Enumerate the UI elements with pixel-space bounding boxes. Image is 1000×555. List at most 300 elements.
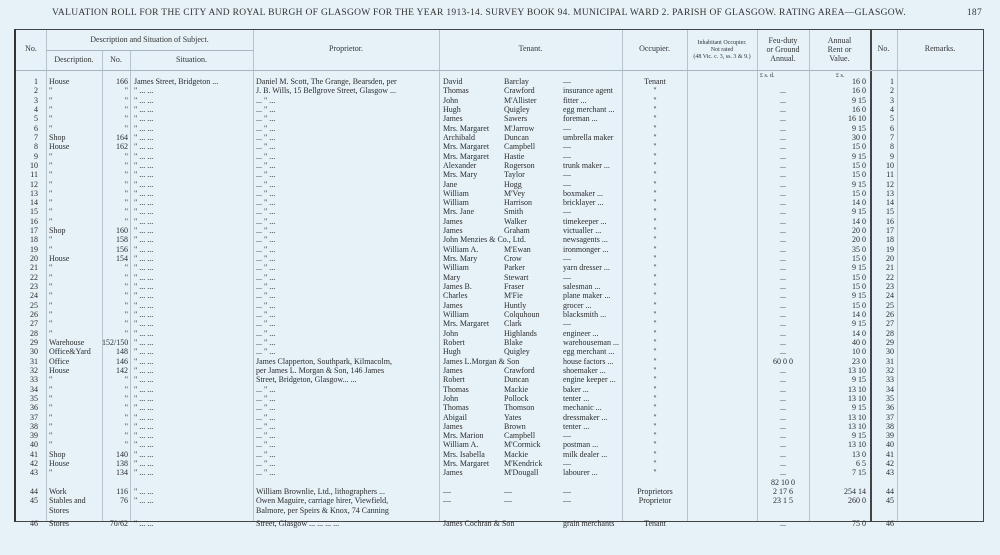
cell-rent: 13 10 bbox=[848, 365, 866, 375]
cell-no: 45 bbox=[30, 496, 38, 506]
cell-tlast: Duncan bbox=[504, 132, 529, 142]
cell-tlast: Hogg bbox=[504, 179, 522, 189]
cell-prop: ... " ... bbox=[256, 337, 276, 347]
cell-num: 158 bbox=[116, 235, 128, 245]
cell-desc: Shop bbox=[49, 226, 66, 236]
cell-occupier: " bbox=[653, 188, 657, 198]
cell-tlast: Crawford bbox=[504, 365, 535, 375]
cell-prop: ... " ... bbox=[256, 263, 276, 273]
table-row bbox=[16, 96, 983, 105]
table-row bbox=[16, 152, 983, 161]
cell-no: 9 bbox=[34, 151, 38, 161]
cell-rent: 9 15 bbox=[852, 319, 866, 329]
cell-rent: 16 0 bbox=[852, 86, 866, 96]
cell-feu: ... bbox=[780, 151, 786, 161]
cell-num: " bbox=[124, 310, 128, 319]
cell-tfirst: Jane bbox=[443, 179, 458, 189]
cell-feu: ... bbox=[780, 347, 786, 357]
cell-rent: 14 0 bbox=[852, 198, 866, 208]
cell-desc: " bbox=[49, 328, 53, 338]
cell-sit: " ... ... bbox=[134, 170, 154, 180]
cell-no2: 45 bbox=[886, 496, 894, 506]
cell-tfirst: Thomas bbox=[443, 403, 469, 413]
cell-prop: ... " ... bbox=[256, 328, 276, 338]
cell-feu: ... bbox=[780, 123, 786, 133]
cell-desc: " bbox=[49, 170, 53, 180]
cell-num: 154 bbox=[116, 254, 128, 264]
table-row bbox=[16, 506, 983, 515]
cell-prop: ... " ... bbox=[256, 421, 276, 431]
cell-sit: " ... ... bbox=[134, 496, 154, 506]
cell-no: 32 bbox=[30, 365, 38, 375]
annual-units: £ s. bbox=[836, 73, 845, 79]
cell-tfirst: Hugh bbox=[443, 104, 461, 114]
cell-no2: 31 bbox=[886, 356, 894, 366]
cell-tfirst: Mrs. Marion bbox=[443, 431, 484, 441]
cell-no2: 15 bbox=[886, 207, 894, 217]
cell-prop: ... " ... bbox=[256, 244, 276, 254]
cell-no2: 4 bbox=[890, 104, 894, 114]
cell-no: 20 bbox=[30, 254, 38, 264]
cell-prop: ... " ... bbox=[256, 384, 276, 394]
cell-num: " bbox=[124, 216, 128, 226]
cell-desc: " bbox=[49, 263, 53, 273]
cell-rent: 20 0 bbox=[852, 235, 866, 245]
table-row bbox=[16, 142, 983, 151]
cell-prop: ... " ... bbox=[256, 310, 276, 319]
cell-sit: " ... ... bbox=[134, 468, 154, 478]
cell-occ: fitter ... bbox=[563, 95, 587, 105]
cell-no2: 17 bbox=[886, 226, 894, 236]
cell-no: 41 bbox=[30, 449, 38, 459]
cell-tlast: M'Dougall bbox=[504, 468, 539, 478]
cell-desc: " bbox=[49, 375, 53, 385]
cell-tlast: Campbell bbox=[504, 431, 536, 441]
cell-rent: 9 15 bbox=[852, 431, 866, 441]
cell-occ: — bbox=[563, 142, 571, 152]
cell-num: 146 bbox=[116, 356, 128, 366]
header-feu-duty bbox=[757, 36, 809, 63]
cell-desc: " bbox=[49, 310, 53, 319]
cell-tlast: M'Allister bbox=[504, 95, 537, 105]
cell-occ: newsagents ... bbox=[563, 235, 608, 245]
cell-no: 25 bbox=[30, 300, 38, 310]
cell-rent: 15 0 bbox=[852, 272, 866, 282]
cell-occupier: " bbox=[653, 328, 657, 338]
cell-no2: 16 bbox=[886, 216, 894, 226]
cell-sit: " ... ... bbox=[134, 384, 154, 394]
cell-rent: 254 14 bbox=[844, 487, 866, 497]
cell-rent: 9 15 bbox=[852, 151, 866, 161]
cell-no2: 35 bbox=[886, 393, 894, 403]
cell-sit: " ... ... bbox=[134, 319, 154, 329]
cell-prop: ... " ... bbox=[256, 142, 276, 152]
cell-num: 140 bbox=[116, 449, 128, 459]
cell-no: 22 bbox=[30, 272, 38, 282]
cell-num: " bbox=[124, 328, 128, 338]
cell-desc: House bbox=[49, 77, 70, 86]
cell-tlast: M'Vey bbox=[504, 188, 525, 198]
cell-occupier: " bbox=[653, 468, 657, 478]
cell-tfirst: David bbox=[443, 77, 463, 86]
cell-num: 166 bbox=[116, 77, 128, 86]
cell-no: 19 bbox=[30, 244, 38, 254]
cell-sit: " ... ... bbox=[134, 487, 154, 497]
cell-rent: 13 10 bbox=[848, 384, 866, 394]
cell-num: 142 bbox=[116, 365, 128, 375]
table-row bbox=[16, 291, 983, 300]
cell-occupier: " bbox=[653, 104, 657, 114]
cell-occupier: " bbox=[653, 449, 657, 459]
table-row bbox=[16, 329, 983, 338]
header-annual-rent bbox=[809, 36, 870, 63]
cell-tlast: Crow bbox=[504, 254, 522, 264]
cell-feu: ... bbox=[780, 519, 786, 529]
table-row bbox=[16, 394, 983, 403]
cell-sit: " ... ... bbox=[134, 375, 154, 385]
cell-occ: dressmaker ... bbox=[563, 412, 608, 422]
cell-desc: " bbox=[49, 393, 53, 403]
cell-prop: ... " ... bbox=[256, 123, 276, 133]
cell-tfirst: Mrs. Margaret bbox=[443, 151, 490, 161]
cell-tlast: Clark bbox=[504, 319, 522, 329]
cell-occ: — bbox=[563, 170, 571, 180]
cell-prop: ... " ... bbox=[256, 393, 276, 403]
cell-desc: House bbox=[49, 142, 70, 152]
cell-no: 5 bbox=[34, 114, 38, 124]
header-no: No. bbox=[25, 44, 37, 53]
cell-no2: 5 bbox=[890, 114, 894, 124]
cell-prop: ... " ... bbox=[256, 431, 276, 441]
cell-rent: 260 0 bbox=[848, 496, 866, 506]
cell-no2: 12 bbox=[886, 179, 894, 189]
cell-desc: Shop bbox=[49, 449, 66, 459]
cell-sit: " ... ... bbox=[134, 216, 154, 226]
cell-no: 11 bbox=[30, 170, 38, 180]
cell-feu: ... bbox=[780, 244, 786, 254]
cell-tfirst: Mrs. Isabella bbox=[443, 449, 485, 459]
cell-tlast: Crawford bbox=[504, 86, 535, 96]
cell-desc: House bbox=[49, 365, 70, 375]
cell-num: " bbox=[124, 207, 128, 217]
cell-occ: postman ... bbox=[563, 440, 599, 450]
cell-no2: 37 bbox=[886, 412, 894, 422]
cell-num: 148 bbox=[116, 347, 128, 357]
table-row bbox=[16, 422, 983, 431]
cell-occupier: " bbox=[653, 132, 657, 142]
cell-rent: 9 15 bbox=[852, 403, 866, 413]
header-bottom-rule bbox=[16, 70, 983, 71]
cell-tfirst: James bbox=[443, 300, 463, 310]
cell-desc: Office bbox=[49, 356, 70, 366]
cell-num: " bbox=[124, 384, 128, 394]
cell-rent: 35 0 bbox=[852, 244, 866, 254]
cell-sit: " ... ... bbox=[134, 188, 154, 198]
table-row bbox=[16, 226, 983, 235]
cell-no2: 11 bbox=[886, 170, 894, 180]
table-row bbox=[16, 357, 983, 366]
cell-occupier: Proprietor bbox=[638, 496, 672, 506]
cell-occ: — bbox=[563, 431, 571, 441]
cell-desc: House bbox=[49, 254, 70, 264]
header-remarks: Remarks. bbox=[924, 44, 956, 53]
cell-desc: " bbox=[49, 291, 53, 301]
cell-prop: per James L. Morgan & Son, 146 James bbox=[256, 365, 385, 375]
cell-no: 4 bbox=[34, 104, 38, 114]
cell-prop: ... " ... bbox=[256, 198, 276, 208]
cell-tfirst: Hugh bbox=[443, 347, 461, 357]
cell-occupier: Tenant bbox=[644, 77, 666, 86]
cell-feu: ... bbox=[780, 160, 786, 170]
cell-no2: 27 bbox=[886, 319, 894, 329]
cell-sit: " ... ... bbox=[134, 114, 154, 124]
header-no-right: No. bbox=[877, 44, 890, 53]
table-row bbox=[16, 124, 983, 133]
cell-no2: 7 bbox=[890, 132, 894, 142]
cell-tfirst: James bbox=[443, 421, 463, 431]
cell-desc: " bbox=[49, 440, 53, 450]
cell-occupier: " bbox=[653, 440, 657, 450]
cell-no: 27 bbox=[30, 319, 38, 329]
cell-occupier: " bbox=[653, 421, 657, 431]
table-row bbox=[16, 519, 983, 528]
table-row bbox=[16, 282, 983, 291]
cell-no: 28 bbox=[30, 328, 38, 338]
cell-desc: " bbox=[49, 272, 53, 282]
cell-no: 38 bbox=[30, 421, 38, 431]
cell-feu: 2 17 6 bbox=[773, 487, 793, 497]
cell-occupier: " bbox=[653, 300, 657, 310]
cell-prop: William Brownlie, Ltd., lithographers ... bbox=[256, 487, 385, 497]
table-row bbox=[16, 254, 983, 263]
cell-rent: 16 0 bbox=[852, 77, 866, 86]
cell-occupier: " bbox=[653, 151, 657, 161]
cell-rent: 10 0 bbox=[852, 347, 866, 357]
header-tenant: Tenant. bbox=[518, 44, 543, 53]
cell-num: " bbox=[124, 403, 128, 413]
cell-feu: ... bbox=[780, 272, 786, 282]
cell-tfirst: William A. bbox=[443, 244, 479, 254]
cell-rent: 14 0 bbox=[852, 216, 866, 226]
table-row bbox=[16, 105, 983, 114]
cell-feu: ... bbox=[780, 114, 786, 124]
table-row bbox=[16, 375, 983, 384]
cell-no2: 22 bbox=[886, 272, 894, 282]
cell-num: " bbox=[124, 95, 128, 105]
header-annual-line: Annual bbox=[827, 36, 852, 45]
cell-rent: 9 15 bbox=[852, 95, 866, 105]
cell-occupier: " bbox=[653, 216, 657, 226]
cell-prop: ... " ... bbox=[256, 104, 276, 114]
cell-no: 42 bbox=[30, 459, 38, 469]
cell-no2: 14 bbox=[886, 198, 894, 208]
cell-feu: ... bbox=[780, 216, 786, 226]
cell-tlast: Sawers bbox=[504, 114, 528, 124]
cell-rent: 75 0 bbox=[852, 519, 866, 529]
cell-tfirst: John bbox=[443, 393, 459, 403]
table-row bbox=[16, 77, 983, 86]
cell-occupier: " bbox=[653, 403, 657, 413]
cell-num: " bbox=[124, 86, 128, 96]
cell-tfirst: Mrs. Margaret bbox=[443, 142, 490, 152]
cell-occ: foreman ... bbox=[563, 114, 598, 124]
page-title bbox=[52, 8, 982, 18]
cell-no2: 10 bbox=[886, 160, 894, 170]
cell-sit: " ... ... bbox=[134, 235, 154, 245]
cell-no2: 40 bbox=[886, 440, 894, 450]
cell-num: " bbox=[124, 104, 128, 114]
cell-tlast: Quigley bbox=[504, 104, 530, 114]
header-number: No. bbox=[110, 55, 122, 64]
table-row bbox=[16, 319, 983, 328]
cell-feu: ... bbox=[780, 375, 786, 385]
cell-no: 30 bbox=[30, 347, 38, 357]
cell-occ: engineer ... bbox=[563, 328, 599, 338]
cell-feu: ... bbox=[780, 170, 786, 180]
cell-desc: " bbox=[49, 198, 53, 208]
cell-occupier: " bbox=[653, 365, 657, 375]
header-description: Description. bbox=[54, 55, 94, 64]
cell-occupier: " bbox=[653, 393, 657, 403]
cell-no2: 33 bbox=[886, 375, 894, 385]
cell-desc: " bbox=[49, 104, 53, 114]
cell-sit: " ... ... bbox=[134, 151, 154, 161]
cell-feu: ... bbox=[780, 254, 786, 264]
cell-feu: ... bbox=[780, 282, 786, 292]
cell-feu: ... bbox=[780, 86, 786, 96]
cell-feu: ... bbox=[780, 319, 786, 329]
cell-desc: " bbox=[49, 244, 53, 254]
cell-num: " bbox=[124, 319, 128, 329]
cell-desc: " bbox=[49, 468, 53, 478]
cell-desc: " bbox=[49, 95, 53, 105]
cell-occ: insurance agent bbox=[563, 86, 613, 96]
header-proprietor: Proprietor. bbox=[329, 44, 363, 53]
cell-tfirst: Mrs. Margaret bbox=[443, 123, 490, 133]
cell-occupier: " bbox=[653, 384, 657, 394]
cell-occupier: Proprietors bbox=[637, 487, 673, 497]
cell-no: 6 bbox=[34, 123, 38, 133]
cell-no2: 19 bbox=[886, 244, 894, 254]
cell-no2: 9 bbox=[890, 151, 894, 161]
cell-sit: " ... ... bbox=[134, 86, 154, 96]
cell-num: 164 bbox=[116, 132, 128, 142]
cell-sit: " ... ... bbox=[134, 300, 154, 310]
cell-occ: — bbox=[563, 151, 571, 161]
cell-feu: ... bbox=[780, 188, 786, 198]
cell-sit: " ... ... bbox=[134, 393, 154, 403]
cell-no: 13 bbox=[30, 188, 38, 198]
cell-rent: 30 0 bbox=[852, 132, 866, 142]
cell-prop: ... " ... bbox=[256, 179, 276, 189]
cell-no: 15 bbox=[30, 207, 38, 217]
cell-occupier: " bbox=[653, 142, 657, 152]
cell-desc: " bbox=[49, 319, 53, 329]
cell-occupier: " bbox=[653, 226, 657, 236]
table-row bbox=[16, 338, 983, 347]
cell-sit: " ... ... bbox=[134, 160, 154, 170]
table-row bbox=[16, 413, 983, 422]
table-row bbox=[16, 180, 983, 189]
cell-feu: ... bbox=[780, 431, 786, 441]
cell-no2: 46 bbox=[886, 519, 894, 529]
cell-desc: " bbox=[49, 412, 53, 422]
cell-sit: " ... ... bbox=[134, 328, 154, 338]
cell-rent: 13 10 bbox=[848, 393, 866, 403]
cell-sit: " ... ... bbox=[134, 412, 154, 422]
cell-num: " bbox=[124, 282, 128, 292]
cell-no2: 24 bbox=[886, 291, 894, 301]
cell-prop: Daniel M. Scott, The Grange, Bearsden, per bbox=[256, 77, 397, 86]
cell-prop: ... " ... bbox=[256, 95, 276, 105]
cell-occupier: " bbox=[653, 282, 657, 292]
cell-rent: 40 0 bbox=[852, 337, 866, 347]
cell-rent: 7 15 bbox=[852, 468, 866, 478]
cell-occ: house factors ... bbox=[563, 356, 614, 366]
cell-tfirst: William A. bbox=[443, 440, 479, 450]
cell-tlast: M'Jarrow bbox=[504, 123, 535, 133]
cell-prop: ... " ... bbox=[256, 403, 276, 413]
cell-occupier: " bbox=[653, 160, 657, 170]
cell-desc: Stores bbox=[49, 505, 69, 515]
cell-num: " bbox=[124, 114, 128, 124]
cell-feu: ... bbox=[780, 384, 786, 394]
cell-sit: " ... ... bbox=[134, 431, 154, 441]
cell-prop: ... " ... bbox=[256, 272, 276, 282]
table-row bbox=[16, 235, 983, 244]
page-number: 187 bbox=[966, 8, 982, 18]
cell-tlast: Huntly bbox=[504, 300, 527, 310]
cell-no2: 39 bbox=[886, 431, 894, 441]
table-row bbox=[16, 189, 983, 198]
cell-occupier: " bbox=[653, 337, 657, 347]
table-row bbox=[16, 245, 983, 254]
cell-no: 12 bbox=[30, 179, 38, 189]
cell-tlast: Campbell bbox=[504, 142, 536, 152]
cell-feu: ... bbox=[780, 142, 786, 152]
cell-tlast: Duncan bbox=[504, 375, 529, 385]
cell-no: 23 bbox=[30, 282, 38, 292]
cell-num: " bbox=[124, 123, 128, 133]
cell-rent: 13 0 bbox=[852, 449, 866, 459]
table-row bbox=[16, 86, 983, 95]
cell-desc: Work bbox=[49, 487, 67, 497]
cell-occupier: " bbox=[653, 114, 657, 124]
cell-prop: ... " ... bbox=[256, 188, 276, 198]
cell-tlast: Barclay bbox=[504, 77, 529, 86]
cell-sit: " ... ... bbox=[134, 347, 154, 357]
cell-desc: " bbox=[49, 86, 53, 96]
cell-num: " bbox=[124, 375, 128, 385]
cell-feu: ... bbox=[780, 95, 786, 105]
table-row bbox=[16, 440, 983, 449]
cell-occupier: " bbox=[653, 170, 657, 180]
cell-desc: " bbox=[49, 282, 53, 292]
cell-sit: " ... ... bbox=[134, 272, 154, 282]
header-inhabitant-line: Inhabitant Occupier. bbox=[697, 40, 747, 46]
cell-prop: ... " ... bbox=[256, 291, 276, 301]
cell-tlast: Thomson bbox=[504, 403, 535, 413]
cell-no: 36 bbox=[30, 403, 38, 413]
cell-rent: 20 0 bbox=[852, 226, 866, 236]
cell-sit: " ... ... bbox=[134, 254, 154, 264]
cell-feu: ... bbox=[780, 291, 786, 301]
cell-rent: 15 0 bbox=[852, 160, 866, 170]
cell-occ: — bbox=[563, 487, 571, 497]
cell-occupier: " bbox=[653, 412, 657, 422]
cell-no: 44 bbox=[30, 487, 38, 497]
cell-sit: " ... ... bbox=[134, 282, 154, 292]
